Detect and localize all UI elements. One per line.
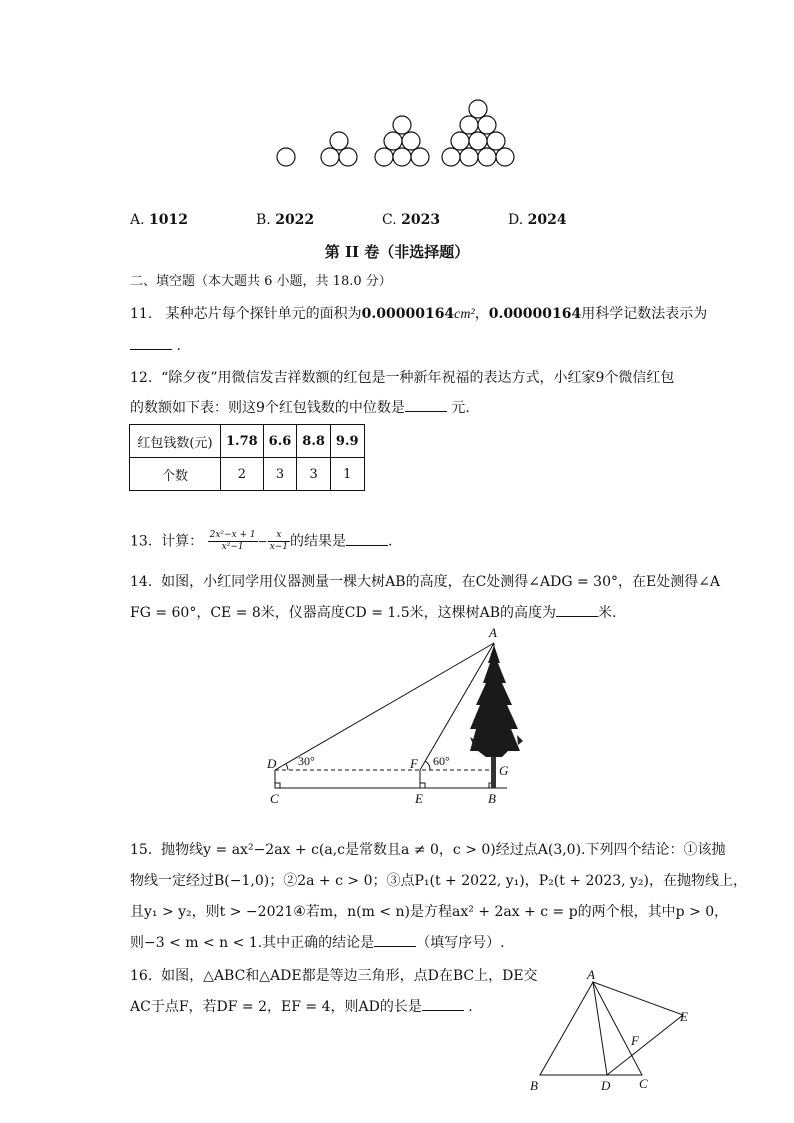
q13-fraction-2: $\frac{x}{x-1}$ (269, 530, 289, 552)
triangle-figure (525, 965, 705, 1100)
label-a: A (587, 967, 595, 982)
question-16-line2: AC于点F，若DF = 2，EF = 4，则AD的长是 . (130, 999, 473, 1015)
q13-fraction-1: $\frac{\text{2x²−x + 1}}{\text{x²−1}}$ (209, 530, 256, 552)
angle-30-label: 30° (298, 754, 315, 768)
section-header: 二、填空题（本大题共 6 小题，共 18.0 分） (130, 274, 392, 289)
circle-3-2 (321, 148, 339, 166)
circle-3-3 (339, 148, 357, 166)
label-e: E (680, 1009, 688, 1024)
label-g: G (499, 763, 509, 778)
circle-1-1 (277, 148, 295, 166)
option-d: D. 2024 (508, 212, 567, 228)
label-c: C (639, 1076, 648, 1091)
label-e: E (415, 791, 423, 806)
label-f: F (410, 756, 418, 771)
question-13: 13. 计算： $\frac{\text{2x²−x + 1}}{\text{x²−1}}$ − $\frac{x}{x-1}$ 的结果是 . (130, 530, 393, 552)
triangle-abc (540, 982, 642, 1075)
q11-number: 11. (130, 306, 153, 322)
option-b: B. 2022 (256, 212, 315, 228)
question-15-line3: 且y₁ > y₂，则t > −2021④若m，n(m < n)是方程ax² + 2ax + c = p的两个根，其中p > 0， (130, 904, 729, 920)
table-row: 红包钱数(元) 1.78 6.6 8.8 9.9 (130, 425, 365, 458)
triangle-ade (593, 982, 683, 1075)
question-15: 15. 抛物线y = ax²−2ax + c(a,c是常数且a ≠ 0，c > 0)经过点A(3,0).下列四个结论：①该抛 (130, 842, 726, 858)
tree-icon (470, 645, 523, 788)
q11-answer-line: . (130, 336, 181, 356)
section-title: 第 II 卷（非选择题） (324, 243, 470, 261)
label-d: D (267, 756, 277, 771)
option-c: C. 2023 (382, 212, 441, 228)
label-b: B (530, 1078, 538, 1093)
question-15-line2: 物线一定经过B(−1,0)；②2a + c > 0；③点P₁(t + 2022, y₁)，P₂(t + 2023, y₂)，在抛物线上， (130, 873, 747, 889)
label-b: B (488, 791, 496, 806)
angle-60-label: 60° (433, 754, 450, 768)
label-d: D (601, 1078, 611, 1093)
question-16: 16. 如图，△ABC和△ADE都是等边三角形，点D在BC上，DE交 (130, 968, 538, 984)
question-14-line2: FG = 60°，CE = 8米，仪器高度CD = 1.5米，这棵树AB的高度为 米. (130, 605, 617, 621)
circle-3-1 (330, 132, 348, 150)
question-15-line4: 则−3 < m < n < 1.其中正确的结论是 （填写序号）. (130, 935, 505, 951)
tree-measurement-figure (262, 625, 532, 810)
red-packet-table (129, 424, 365, 491)
question-14: 14. 如图，小红同学用仪器测量一棵大树AB的高度，在C处测得∠ADG = 30°，在E处测得∠A (130, 574, 721, 590)
question-12-line2: 的数额如下表：则这9个红包钱数的中位数是 元. (130, 400, 470, 416)
question-11: 11. 某种芯片每个探针单元的面积为0.00000164cm²，0.00000164用科学记数法表示为 (130, 306, 708, 322)
label-f: F (631, 1033, 639, 1048)
label-c: C (270, 791, 279, 806)
question-12: 12. “除夕夜”用微信发吉祥数额的红包是一种新年祝福的表达方式，小红家9个微信红包 (130, 370, 675, 386)
label-a: A (489, 625, 497, 640)
option-a: A. 1012 (130, 212, 188, 228)
table-row: 个数 2 3 3 1 (130, 458, 365, 491)
circle-pattern-figure (270, 95, 530, 175)
sight-line-d (275, 643, 494, 770)
